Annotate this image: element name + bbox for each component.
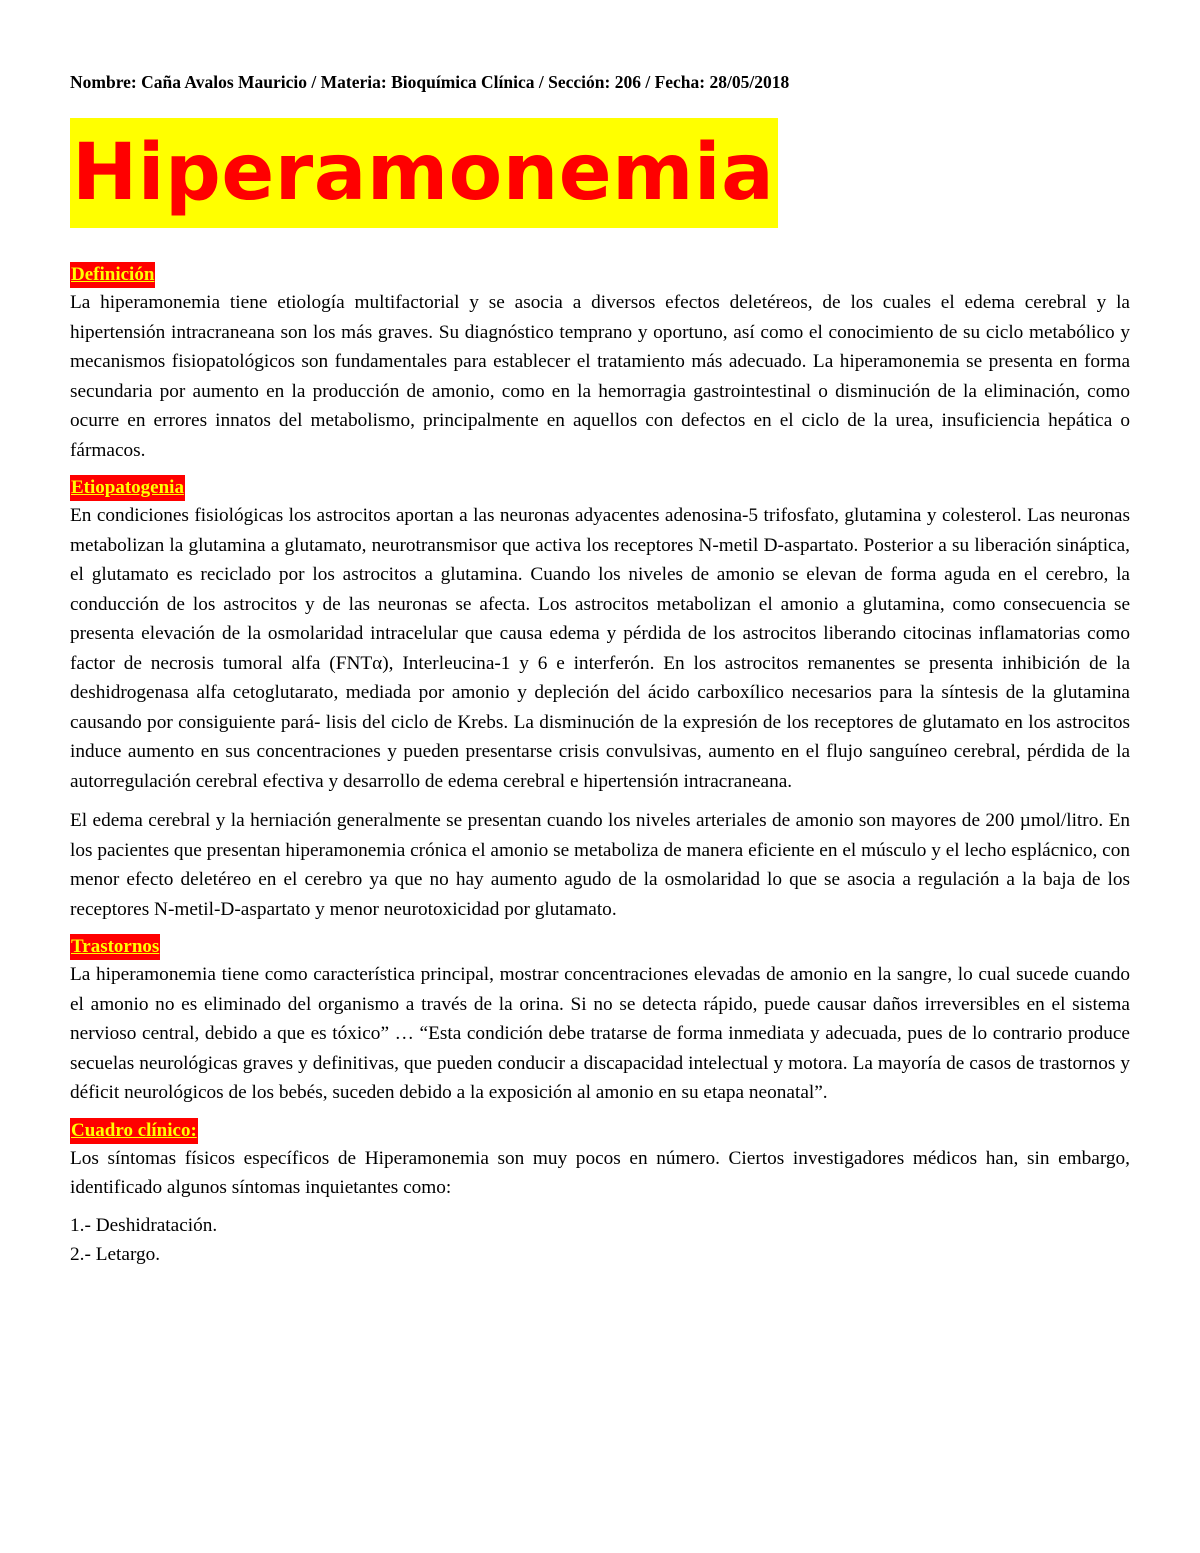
section-etiopatogenia xyxy=(70,475,1130,924)
document-page xyxy=(70,68,1130,1270)
paragraph: La hiperamonemia tiene como característica principal, mostrar concentraciones elevadas de amonio en la sangre, lo cual sucede cuando el amonio no es eliminado del organismo a través de la orina. Si no se detecta rápido, puede causar daños irreversibles en el sistema nervioso central, debido a que es tóxico” … “Esta condición debe tratarse de forma inmediata y adecuada, pues de lo contrario produce secuelas neurológicas graves y definitivas, que pueden conducir a discapacidad intelectual y motora. La mayoría de casos de trastornos y déficit neurológicos de los bebés, suceden debido a la exposición al amonio en su etapa neonatal”. xyxy=(70,964,1130,1103)
section-heading-definicion: Definición xyxy=(70,262,155,288)
paragraph: El edema cerebral y la herniación generalmente se presentan cuando los niveles arteriales de amonio son mayores de 200 µmol/litro. En los pacientes que presentan hiperamonemia crónica el amonio se metaboliza de manera eficiente en el músculo y el lecho esplácnico, con menor efecto deletéreo en el cerebro ya que no hay aumento agudo de la osmolaridad lo que se asocia a regulación a la baja de los receptores N-metil-D-aspartato y menor neurotoxicidad por glutamato. xyxy=(70,810,1130,920)
symptom-list xyxy=(70,1211,1130,1270)
list-item: 1.- Deshidratación. xyxy=(70,1214,218,1236)
paragraph: Los síntomas físicos específicos de Hiperamonemia son muy pocos en número. Ciertos investigadores médicos han, sin embargo, identificado algunos síntomas inquietantes como: xyxy=(70,1147,1130,1198)
section-heading-etiopatogenia: Etiopatogenia xyxy=(70,475,185,501)
section-heading-cuadro-clinico: Cuadro clínico: xyxy=(70,1118,198,1144)
section-cuadro-clinico xyxy=(70,1118,1130,1270)
section-heading-trastornos: Trastornos xyxy=(70,934,160,960)
list-item: 2.- Letargo. xyxy=(70,1244,161,1265)
section-trastornos xyxy=(70,934,1130,1108)
student-info-line: Nombre: Caña Avalos Mauricio / Materia: Bioquímica Clínica / Sección: 206 / Fecha: 28/05/2018 xyxy=(70,72,790,92)
section-definicion xyxy=(70,262,1130,465)
paragraph: La hiperamonemia tiene etiología multifactorial y se asocia a diversos efectos deletéreos, de los cuales el edema cerebral y la hipertensión intracraneana son los más graves. Su diagnóstico temprano y oportuno, así como el conocimiento de su ciclo metabólico y mecanismos fisiopatológicos son fundamentales para establecer el tratamiento más adecuado. La hiperamonemia se presenta en forma secundaria por aumento en la producción de amonio, como en la hemorragia gastrointestinal o disminución de la eliminación, como ocurre en errores innatos del metabolismo, principalmente en aquellos con defectos en el ciclo de la urea, insuficiencia hepática o fármacos. xyxy=(70,292,1130,461)
paragraph: En condiciones fisiológicas los astrocitos aportan a las neuronas adyacentes adenosina-5 trifosfato, glutamina y colesterol. Las neuronas metabolizan la glutamina a glutamato, neurotransmisor que activa los receptores N-metil D-aspartato. Posterior a su liberación sináptica, el glutamato es reciclado por los astrocitos a glutamina. Cuando los niveles de amonio se elevan de forma aguda en el cerebro, la conducción de los astrocitos y de las neuronas se afecta. Los astrocitos metabolizan el amonio a glutamina, como consecuencia se presenta elevación de la osmolaridad intracelular que causa edema y pérdida de los astrocitos liberando citocinas inflamatorias como factor de necrosis tumoral alfa (FNTα), Interleucina-1 y 6 e interferón. En los astrocitos remanentes se presenta inhibición de la deshidrogenasa alfa cetoglutarato, mediada por amonio y depleción del ácido carboxílico necesarios para la síntesis de la glutamina causando por consiguiente pará- lisis del ciclo de Krebs. La disminución de la expresión de los receptores de glutamato en los astrocitos induce aumento en sus concentraciones y pueden presentarse crisis convulsivas, aumento en el flujo sanguíneo cerebral, pérdida de la autorregulación cerebral efectiva y desarrollo de edema cerebral e hipertensión intracraneana. xyxy=(70,505,1130,792)
document-title: Hiperamonemia xyxy=(70,118,778,228)
title-wrapper xyxy=(70,118,1130,228)
